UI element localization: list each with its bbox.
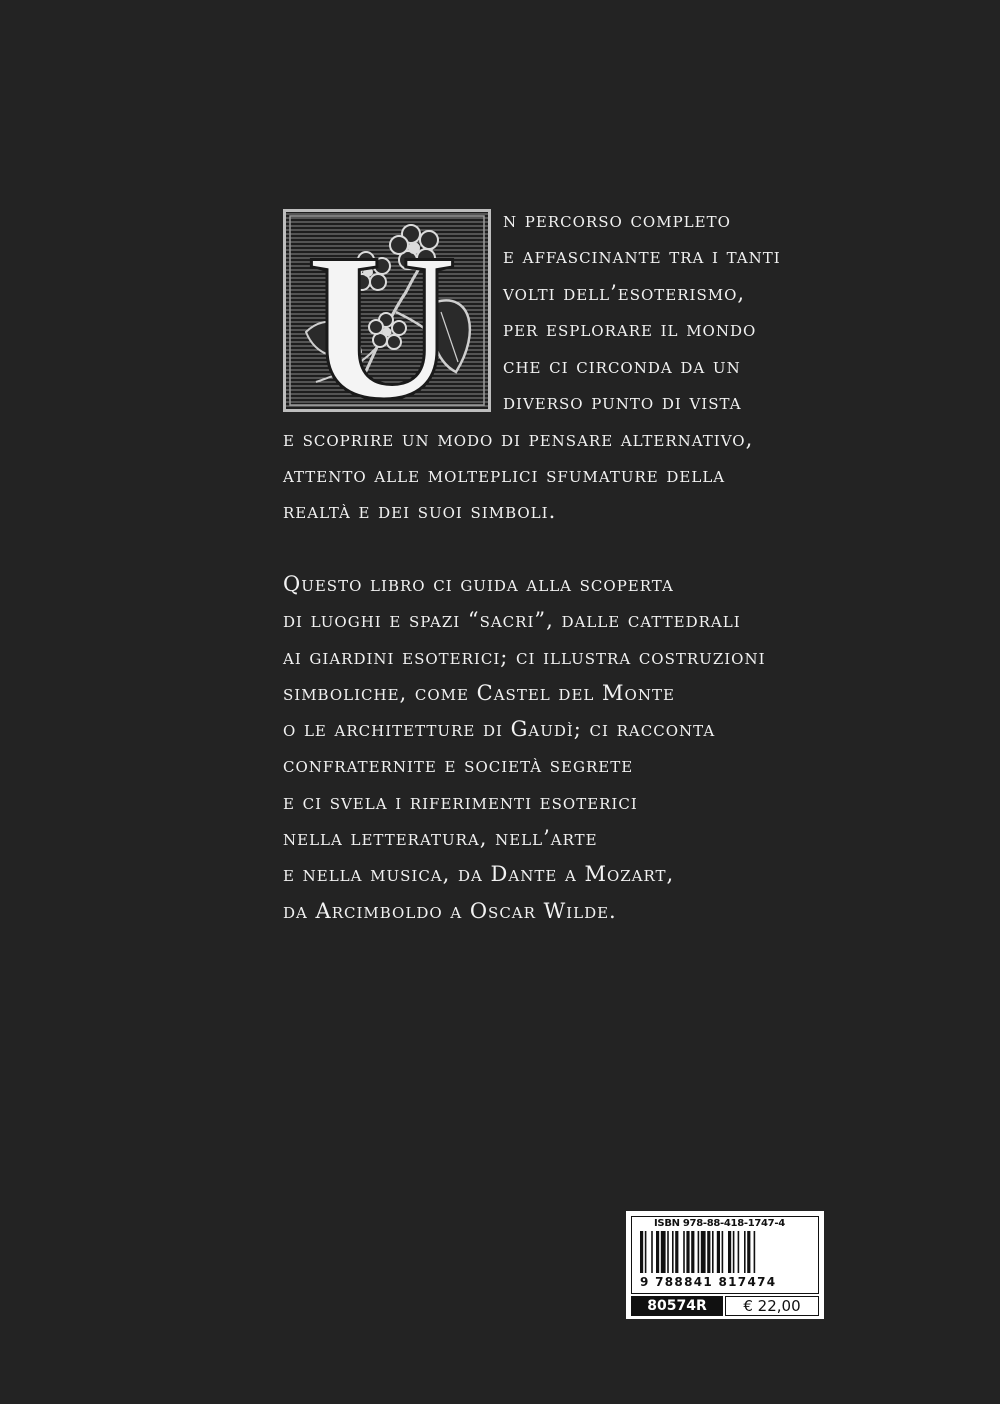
paragraph2-line: simboliche, come Castel del Monte — [283, 681, 675, 705]
barcode-bar — [712, 1231, 714, 1273]
barcode-bar — [691, 1231, 694, 1273]
barcode-bar — [717, 1231, 720, 1273]
paragraph1-line: realtà e dei suoi simboli. — [283, 499, 557, 523]
paragraph1-line: e affascinante tra i tanti — [503, 244, 781, 268]
barcode-bar — [656, 1231, 659, 1273]
code-row — [631, 1296, 819, 1316]
paragraph1-line: e scoprire un modo di pensare alternativo, — [283, 427, 754, 451]
barcode-bar — [698, 1231, 700, 1273]
barcode-bar — [672, 1231, 674, 1273]
barcode-icon — [638, 1231, 818, 1277]
paragraph2-line: e ci svela i riferimenti esoterici — [283, 790, 638, 814]
product-code: 80574R — [631, 1296, 723, 1316]
barcode-bar — [675, 1231, 678, 1273]
barcode-bar — [640, 1231, 643, 1273]
barcode-bar — [707, 1231, 710, 1273]
barcode-bar — [701, 1231, 706, 1273]
barcode-bar — [661, 1231, 666, 1273]
barcode-bar — [747, 1231, 750, 1273]
paragraph2-line: ai giardini esoterici; ci illustra costruzioni — [283, 645, 766, 669]
paragraph2-line: confraternite e società segrete — [283, 753, 634, 777]
decorated-initial — [283, 209, 491, 412]
barcode-bar — [754, 1231, 756, 1273]
barcode-bar — [683, 1231, 685, 1273]
price: € 22,00 — [725, 1296, 819, 1316]
floral-ornament-icon — [286, 212, 488, 409]
paragraph1-line: n percorso completo — [503, 208, 731, 232]
barcode-bar — [722, 1231, 724, 1273]
barcode-bar — [738, 1231, 740, 1273]
paragraph2-line: o le architetture di Gaudì; ci racconta — [283, 717, 716, 741]
paragraph1-line: diverso punto di vista — [503, 390, 742, 414]
isbn-text: ISBN 978-88-418-1747-4 — [654, 1218, 785, 1229]
barcode-bar — [686, 1231, 689, 1273]
paragraph1-line: che ci circonda da un — [503, 354, 741, 378]
paragraph1-line: per esplorare il mondo — [503, 317, 757, 341]
paragraph2-line: Questo libro ci guida alla scoperta — [283, 572, 674, 596]
paragraph2-line: e nella musica, da Dante a Mozart, — [283, 862, 675, 886]
barcode-bar — [645, 1231, 647, 1273]
ean-digits: 9 788841 817474 — [640, 1275, 777, 1289]
paragraph2-line: nella letteratura, nell’arte — [283, 826, 598, 850]
barcode-label — [626, 1211, 824, 1319]
barcode-bar — [651, 1231, 653, 1273]
barcode-area — [631, 1216, 819, 1294]
paragraph1-line: attento alle molteplici sfumature della — [283, 463, 726, 487]
barcode-bar — [744, 1231, 746, 1273]
paragraph2-line: di luoghi e spazi “sacri”, dalle cattedrali — [283, 608, 741, 632]
barcode-bar — [733, 1231, 735, 1273]
paragraph1-line: volti dell’esoterismo, — [503, 281, 746, 305]
initial-letter: U — [306, 212, 458, 409]
paragraph2-line: da Arcimboldo a Oscar Wilde. — [283, 899, 617, 923]
barcode-bar — [667, 1231, 669, 1273]
barcode-bar — [728, 1231, 731, 1273]
